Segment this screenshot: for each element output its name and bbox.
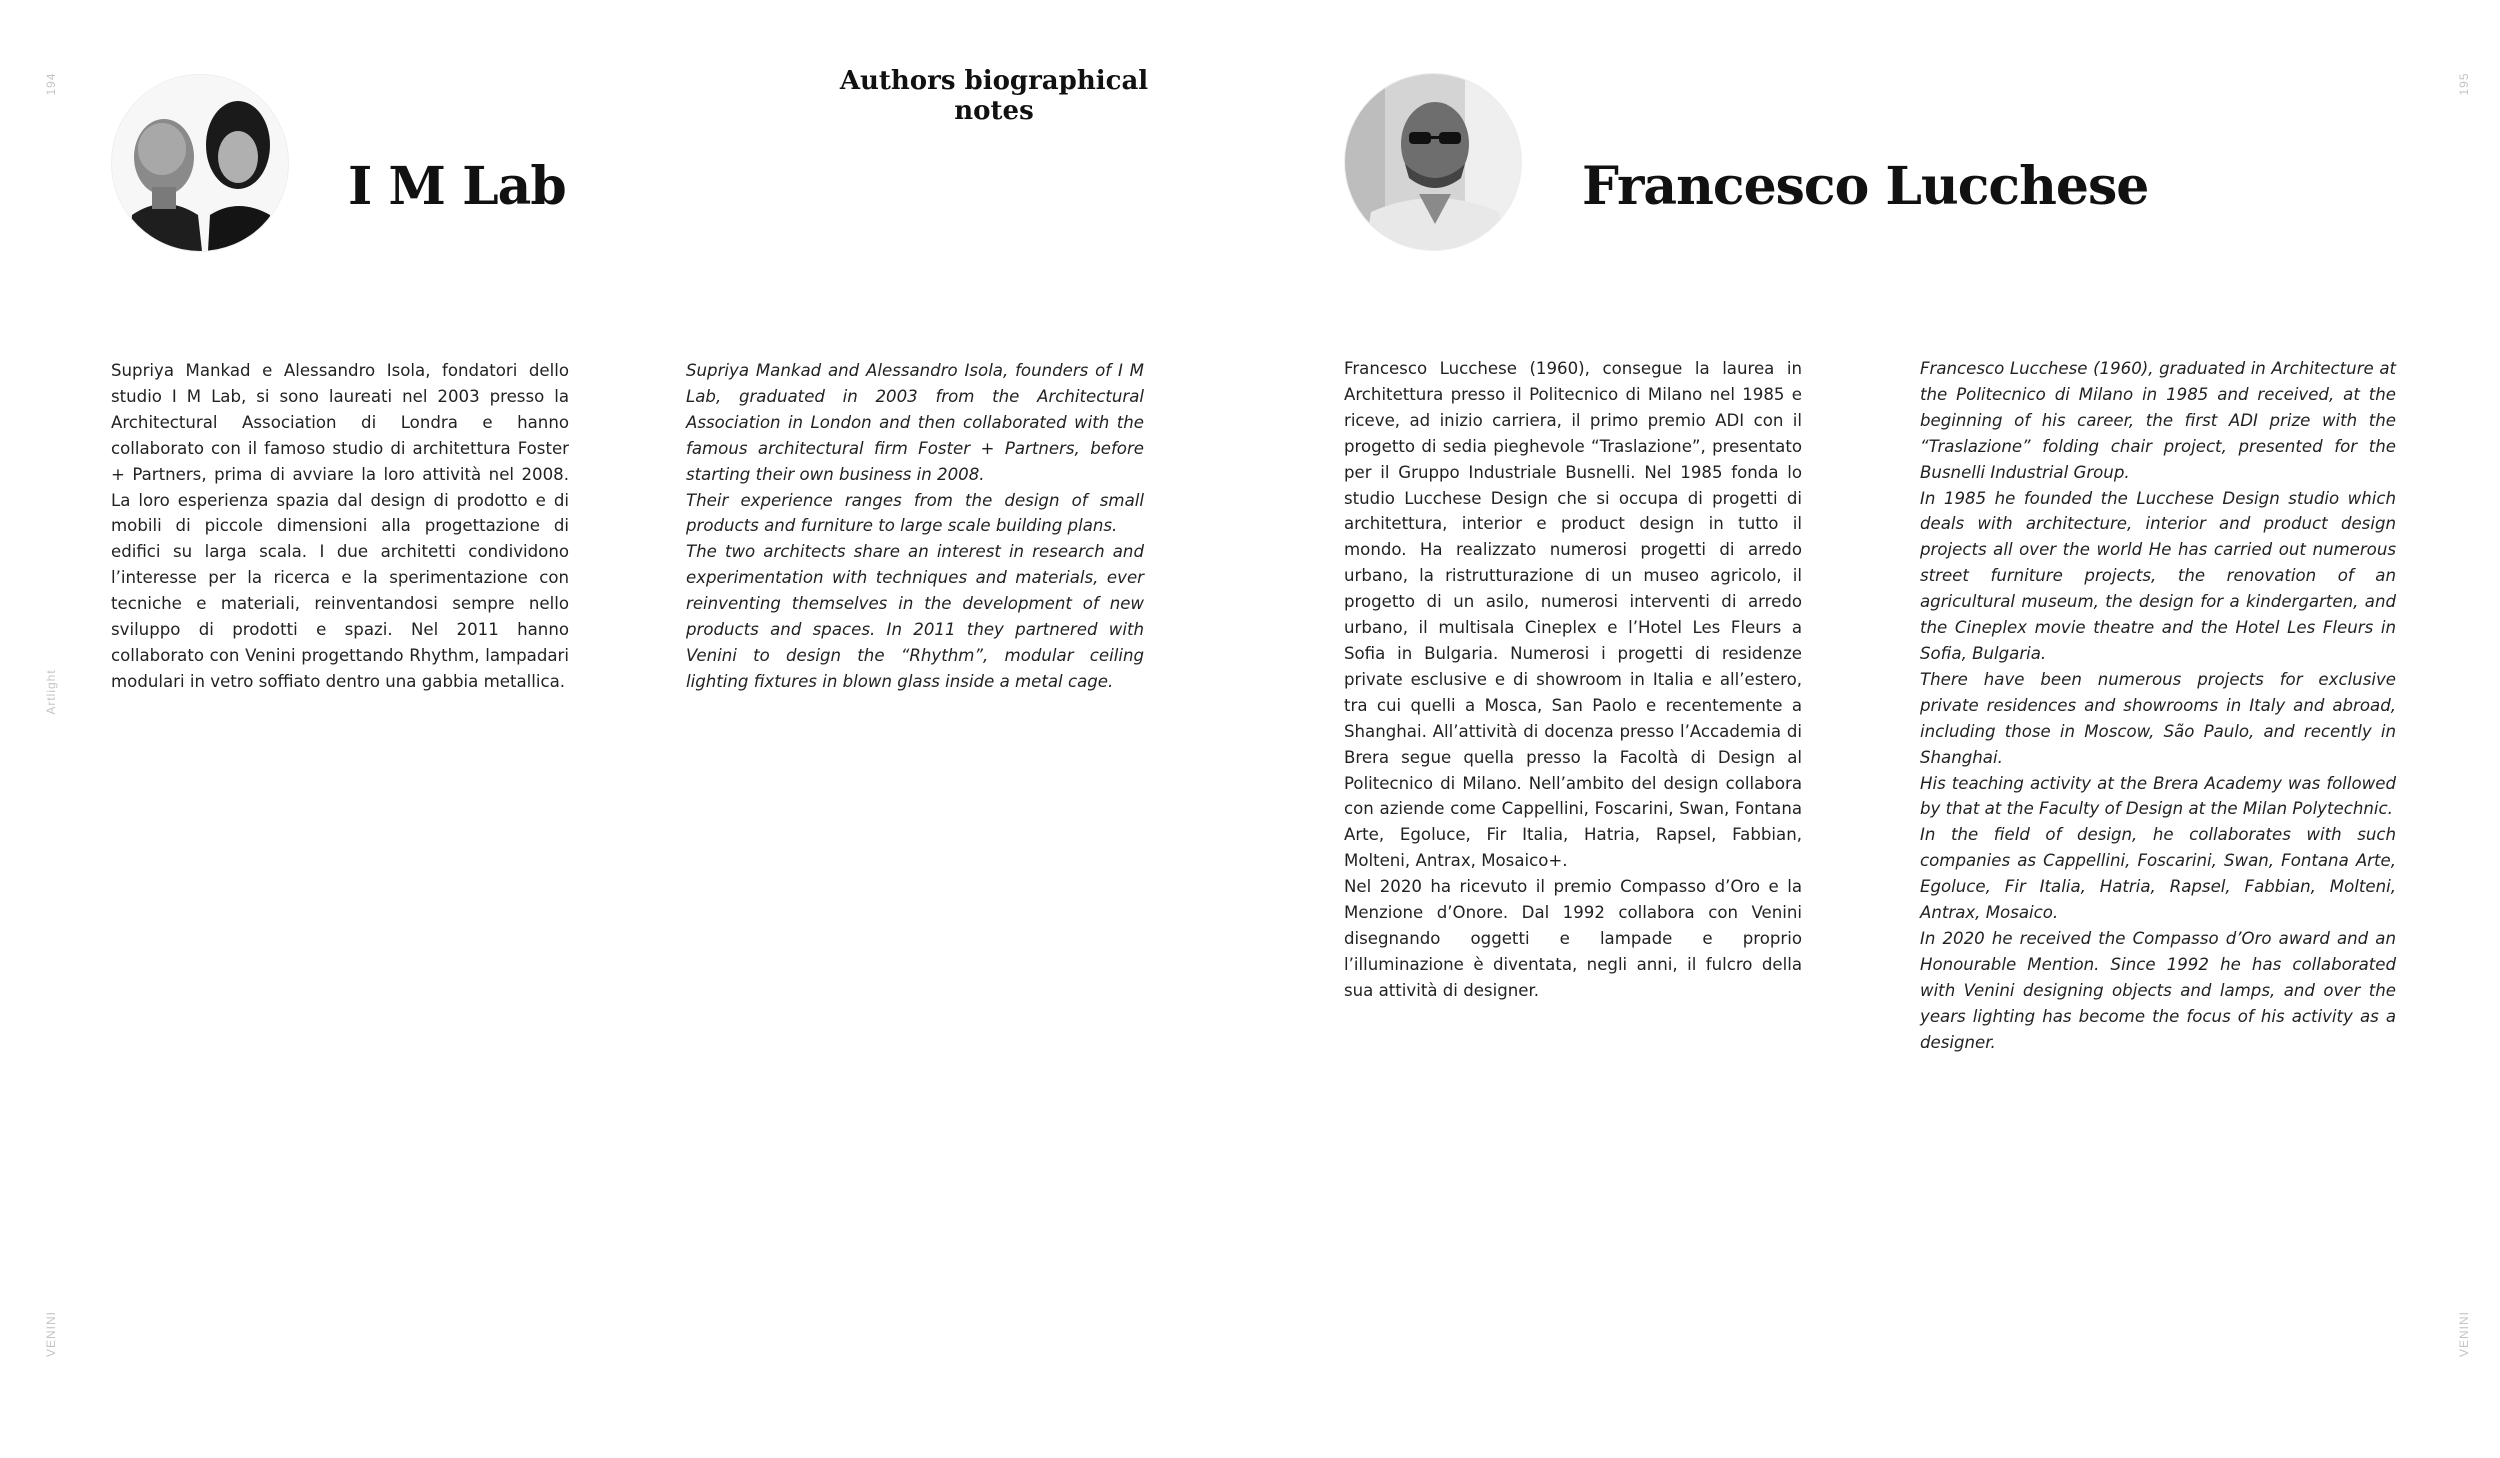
bio-paragraph: Francesco Lucchese (1960), graduated in Architecture at the Politecnico di Milano in 1985 and received, at the beginning of his career, the first ADI prize with the “Traslazione” folding chair project, presented for the Busnelli Industrial Group. bbox=[1920, 359, 2396, 482]
bio-paragraph: The two architects share an interest in research and experimentation with techniques and materials, ever reinventing themselves in the development of new products and spaces. In 2011 they partnered with Venini to design the “Rhythm”, modular ceiling lighting fixtures in blown glass inside a metal cage. bbox=[686, 542, 1144, 691]
bio-paragraph: Their experience ranges from the design of small products and furniture to large scale building plans. bbox=[686, 490, 1144, 536]
author-name-im-lab: I M Lab bbox=[348, 156, 566, 217]
bio-paragraph: Nel 2020 ha ricevuto il premio Compasso d’Oro e la Menzione d’Onore. Dal 1992 collabora con Venini disegnando oggetti e lampade e proprio l’illuminazione è diventata, negli anni, il fulcro della sua attività di designer. bbox=[1344, 877, 1802, 1000]
bio-paragraph: There have been numerous projects for exclusive private residences and showrooms in Italy and abroad, including those in Moscow, São Paulo, and recently in Shanghai. bbox=[1920, 669, 2396, 767]
bio-paragraph: In 2020 he received the Compasso d’Oro award and an Honourable Mention. Since 1992 he has collaborated with Venini designing objects and lamps, and over the years lighting has become the focus of his activity as a designer. bbox=[1920, 928, 2396, 1052]
bio-paragraph: Supriya Mankad and Alessandro Isola, founders of I M Lab, graduated in 2003 from the Architectural Association in London and then collaborated with the famous architectural firm Foster + Partners, before starting their own business in 2008. bbox=[686, 361, 1144, 484]
im-lab-bio-italian bbox=[111, 358, 569, 695]
section-label: Artlight bbox=[44, 669, 58, 715]
left-brand-label: VENINI bbox=[44, 1310, 58, 1358]
bio-paragraph: In the field of design, he collaborates with such companies as Cappellini, Foscarini, Swan, Fontana Arte, Egoluce, Fir Italia, Hatria, Rapsel, Fabbian, Molteni, Antrax, Mosaico. bbox=[1920, 825, 2396, 923]
bio-paragraph: Francesco Lucchese (1960), consegue la laurea in Architettura presso il Politecnico di Milano nel 1985 e riceve, ad inizio carriera, il primo premio ADI con il progetto di sedia pieghevole “Traslazione”, presentato per il Gruppo Industriale Busnelli. Nel 1985 fonda lo studio Lucchese Design che si occupa di progetti di architettura, interior e product design in tutto il mondo. Ha realizzato numerosi progetti di arredo urbano, la ristrutturazione di un museo agricolo, il progetto di un asilo, numerosi interventi di arredo urbano, il multisala Cineplex e l’Hotel Les Fleurs a Sofia in Bulgaria. Numerosi i progetti di residenze private esclusive e di showroom in Italia e all’estero, tra cui quelli a Mosca, San Paolo e recentemente a Shanghai. All’attività di docenza presso l’Accademia di Brera segue quella presso la Facoltà di Design al Politecnico di Milano. Nell’ambito del design collabora con aziende come Cappellini, Foscarini, Swan, Fontana Arte, Egoluce, Fir Italia, Hatria, Rapsel, Fabbian, Molteni, Antrax, Mosaico+. bbox=[1344, 359, 1802, 871]
francesco-lucchese-portrait bbox=[1344, 73, 1522, 251]
im-lab-bio-english bbox=[686, 358, 1144, 695]
duo-portrait-photo-icon bbox=[112, 75, 288, 251]
lucchese-bio-italian bbox=[1344, 356, 1802, 1004]
author-name-francesco-lucchese: Francesco Lucchese bbox=[1582, 156, 2149, 217]
right-brand-label: VENINI bbox=[2457, 1310, 2471, 1358]
bio-paragraph: His teaching activity at the Brera Academy was followed by that at the Faculty of Design at the Milan Polytechnic. bbox=[1920, 773, 2396, 819]
portrait-photo-icon bbox=[1345, 74, 1521, 250]
bio-paragraph: Supriya Mankad e Alessandro Isola, fondatori dello studio I M Lab, si sono laureati nel 2003 presso la Architectural Association di Londra e hanno collaborato con il famoso studio di architettura Foster + Partners, prima di avviare la loro attività nel 2008. La loro esperienza spazia dal design di prodotto e di mobili di piccole dimensioni alla progettazione di edifici su larga scala. I due architetti condividono l’interesse per la ricerca e la sperimentazione con tecniche e materiali, reinventandosi sempre nello sviluppo di prodotti e spazi. Nel 2011 hanno collaborato con Venini progettando Rhythm, lampadari modulari in vetro soffiato dentro una gabbia metallica. bbox=[111, 361, 569, 691]
right-page-number: 195 bbox=[2457, 72, 2471, 96]
bio-paragraph: In 1985 he founded the Lucchese Design studio which deals with architecture, interior and product design projects all over the world He has carried out numerous street furniture projects, the renovation of an agricultural museum, the design for a kindergarten, and the Cineplex movie theatre and the Hotel Les Fleurs in Sofia, Bulgaria. bbox=[1920, 488, 2396, 663]
lucchese-bio-english bbox=[1920, 356, 2396, 1055]
left-page-number: 194 bbox=[44, 72, 58, 96]
im-lab-portrait bbox=[111, 74, 289, 252]
page-title: Authors biographical notes bbox=[839, 66, 1149, 126]
